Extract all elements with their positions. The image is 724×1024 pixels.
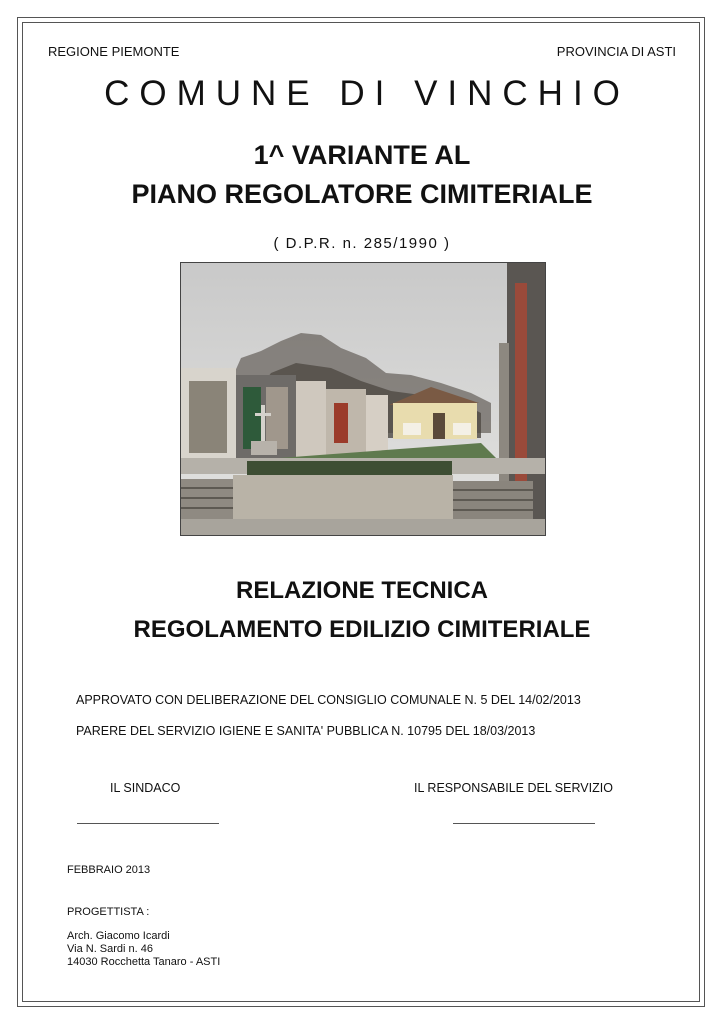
- law-reference: ( D.P.R. n. 285/1990 ): [273, 235, 451, 252]
- designer-label: PROGETTISTA :: [67, 906, 150, 918]
- mayor-signature-label: IL SINDACO: [110, 781, 181, 795]
- health-service-opinion: PARERE DEL SERVIZIO IGIENE E SANITA' PUBBLICA N. 10795 DEL 18/03/2013: [76, 724, 536, 738]
- designer-city: 14030 Rocchetta Tanaro - ASTI: [67, 956, 221, 968]
- approval-statement: APPROVATO CON DELIBERAZIONE DEL CONSIGLIO COMUNALE N. 5 DEL 14/02/2013: [76, 693, 581, 707]
- cemetery-photo: [180, 262, 546, 536]
- report-title-line1: RELAZIONE TECNICA: [236, 577, 488, 604]
- document-title-line2: PIANO REGOLATORE CIMITERIALE: [131, 179, 593, 209]
- service-manager-signature-label: IL RESPONSABILE DEL SERVIZIO: [414, 781, 613, 795]
- municipality-title: COMUNE DI VINCHIO: [104, 74, 630, 113]
- region-label: REGIONE PIEMONTE: [48, 44, 180, 59]
- service-manager-signature-line: [453, 823, 595, 824]
- province-label: PROVINCIA DI ASTI: [556, 44, 676, 59]
- designer-street: Via N. Sardi n. 46: [67, 943, 154, 955]
- report-title-line2: REGOLAMENTO EDILIZIO CIMITERIALE: [133, 616, 591, 643]
- document-title-line1: 1^ VARIANTE AL: [253, 140, 471, 170]
- designer-name: Arch. Giacomo Icardi: [67, 930, 170, 942]
- document-date: FEBBRAIO 2013: [67, 864, 151, 876]
- mayor-signature-line: [77, 823, 219, 824]
